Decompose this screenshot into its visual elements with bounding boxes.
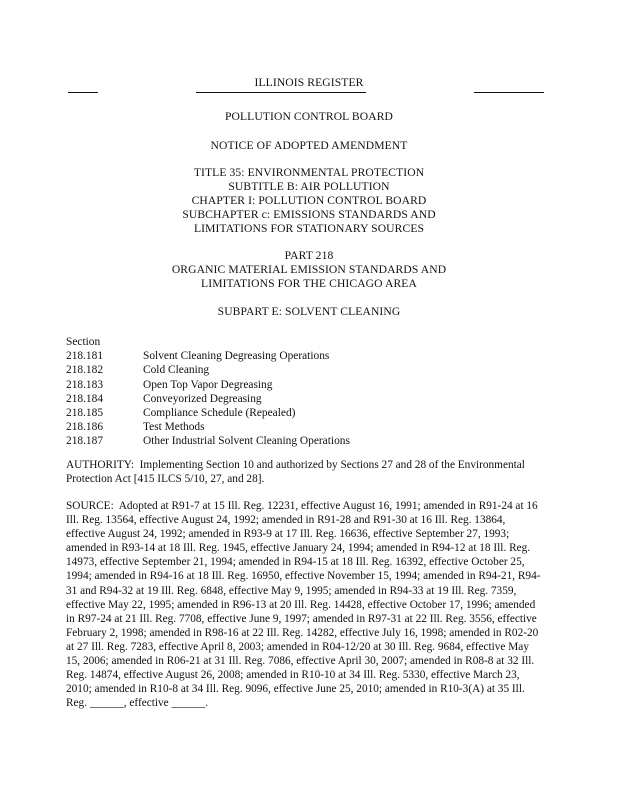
section-number: 218.183 [66, 378, 104, 391]
section-title: Solvent Cleaning Degreasing Operations [143, 350, 330, 363]
subchapter-line-2: LIMITATIONS FOR STATIONARY SOURCES [193, 222, 425, 235]
part-title: ORGANIC MATERIAL EMISSION STANDARDS AND [171, 263, 447, 276]
subchapter-line: SUBCHAPTER c: EMISSIONS STANDARDS AND [182, 208, 436, 221]
section-number: 218.187 [66, 435, 104, 448]
section-row [66, 378, 350, 392]
chapter-line: CHAPTER I: POLLUTION CONTROL BOARD [191, 194, 427, 207]
part-number: PART 218 [284, 249, 334, 262]
section-row [66, 420, 350, 434]
subpart-heading: SUBPART E: SOLVENT CLEANING [217, 305, 401, 318]
section-title: Other Industrial Solvent Cleaning Operations [143, 435, 350, 448]
section-heading: Section [66, 336, 101, 348]
authority-paragraph [66, 458, 544, 486]
section-title: Cold Cleaning [143, 364, 210, 377]
section-row [66, 349, 350, 363]
register-title: ILLINOIS REGISTER [254, 76, 364, 89]
section-number: 218.185 [66, 407, 104, 420]
notice-heading: NOTICE OF ADOPTED AMENDMENT [210, 139, 408, 152]
source-label: SOURCE: [66, 500, 114, 512]
section-number: 218.184 [66, 392, 104, 405]
section-list [66, 335, 350, 449]
section-row [66, 434, 350, 448]
section-title: Open Top Vapor Degreasing [143, 378, 273, 391]
authority-text: Implementing Section 10 and authorized by Sections 27 and 28 of the Environmental Protection Act [415 ILCS 5/10, 27, and 28]. [66, 459, 525, 486]
section-row [66, 406, 350, 420]
section-number: 218.186 [66, 421, 104, 434]
section-title: Compliance Schedule (Repealed) [143, 407, 296, 420]
source-text: Adopted at R91-7 at 15 Ill. Reg. 12231, effective August 16, 1991; amended in R91-24 at 16 Ill. Reg. 13564, effective August 24, 1992; amended in R91-28 and R91-30 at 16 Ill. Reg. 13864, effective August 24, 1992; amended in R93-9 at 17 Ill. Reg. 16636, effective September 27, 1993; amended in R93-14 at 18 Ill. Reg. 1945, effective January 24, 1994; amended in R94-12 at 18 Ill. Reg. 14973, effective September 21, 1994; amended in R94-15 at 18 Ill. Reg. 16392, effective October 25, 1994; amended in R94-16 at 18 Ill. Reg. 16950, effective November 15, 1994; amended in R94-21, R94-31 and R94-32 at 19 Ill. Reg. 6848, effective May 9, 1995; amended in R94-33 at 19 Ill. Reg. 7359, effective May 22, 1995; amended in R96-13 at 20 Ill. Reg. 14428, effective October 17, 1996; amended in R97-24 at 21 Ill. Reg. 7708, effective June 9, 1997; amended in R97-31 at 22 Ill. Reg. 3556, effective February 2, 1998; amended in R98-16 at 22 Ill. Reg. 14282, effective July 16, 1998; amended in R02-20 at 27 Ill. Reg. 7283, effective April 8, 2003; amended in R04-12/20 at 30 Ill. Reg. 9684, effective May 15, 2006; amended in R06-21 at 31 Ill. Reg. 7086, effective April 30, 2007; amended in R08-8 at 32 Ill. Reg. 14874, effective August 26, 2008; amended in R10-10 at 34 Ill. Reg. 5330, effective March 23, 2010; amended in R10-8 at 34 Ill. Reg. 9096, effective June 25, 2010; amended in R10-3(A) at 35 Ill. Reg. ______, effective ______. [66, 500, 541, 710]
board-name: POLLUTION CONTROL BOARD [224, 110, 394, 123]
section-title: Conveyorized Degreasing [143, 392, 262, 405]
source-paragraph [66, 499, 544, 710]
authority-label: AUTHORITY: [66, 459, 134, 471]
section-row [66, 392, 350, 406]
subtitle-line: SUBTITLE B: AIR POLLUTION [228, 180, 390, 193]
title-line: TITLE 35: ENVIRONMENTAL PROTECTION [193, 166, 425, 179]
section-number: 218.182 [66, 364, 104, 377]
part-title-2: LIMITATIONS FOR THE CHICAGO AREA [201, 277, 417, 290]
header-rule-right [474, 92, 544, 93]
section-row [66, 363, 350, 377]
header-rule-center [196, 92, 366, 93]
section-number: 218.181 [66, 350, 104, 363]
section-title: Test Methods [143, 421, 205, 434]
header-rule-left [68, 92, 98, 93]
